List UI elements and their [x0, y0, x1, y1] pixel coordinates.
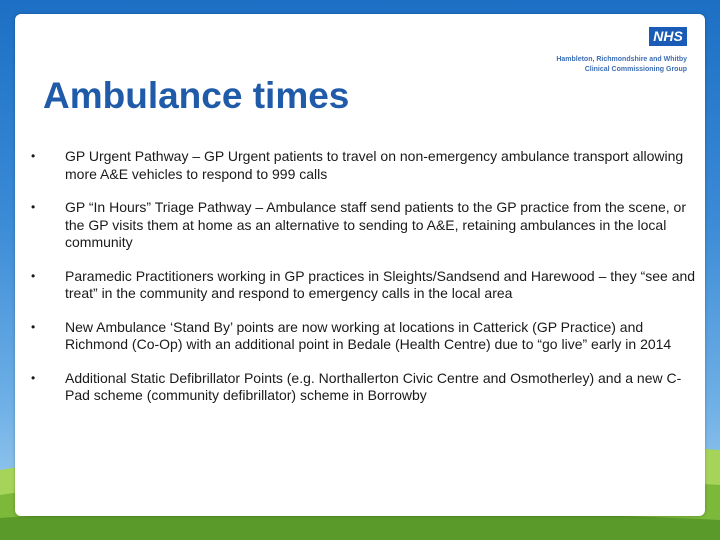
bullet-item: [28, 199, 700, 252]
nhs-logo: NHS: [649, 27, 687, 46]
bullet-item: [28, 148, 700, 183]
slide-title: Ambulance times: [43, 75, 350, 116]
bullet-icon: •: [31, 200, 36, 214]
ccg-name: [470, 55, 687, 75]
bullet-text: GP Urgent Pathway – GP Urgent patients to travel on non-emergency ambulance transport allowing more A&E vehicles to respond to 999 calls: [65, 148, 684, 182]
bullet-item: [28, 370, 700, 405]
bullet-text: Additional Static Defibrillator Points (e.g. Northallerton Civic Centre and Osmotherley) and a new C-Pad scheme (community defibrillator) scheme in Borrowby: [65, 369, 682, 403]
bullet-icon: •: [31, 319, 36, 334]
bullet-text: Paramedic Practitioners working in GP practices in Sleights/Sandsend and Harewood – they “see and treat” in the community and respond to emergency calls in the local area: [65, 267, 696, 301]
bullet-item: [28, 319, 700, 354]
bullet-icon: •: [31, 149, 36, 163]
ccg-name-line: Hambleton, Richmondshire and Whitby: [556, 56, 687, 63]
bullet-item: [28, 268, 700, 303]
bullet-icon: •: [31, 370, 36, 385]
bullet-text: New Ambulance ‘Stand By’ points are now working at locations in Catterick (GP Practice) and Richmond (Co-Op) with an additional point in Bedale (Health Centre) due to “go live” early in 2014: [65, 318, 672, 352]
bullet-list: [28, 148, 700, 421]
ccg-name-line: Clinical Commissioning Group: [584, 66, 687, 73]
bullet-text: GP “In Hours” Triage Pathway – Ambulance staff send patients to the GP practice from the scene, or the GP visits them at home as an alternative to sending to A&E, retaining ambulances in the local community: [65, 199, 686, 250]
bullet-icon: •: [31, 268, 36, 283]
